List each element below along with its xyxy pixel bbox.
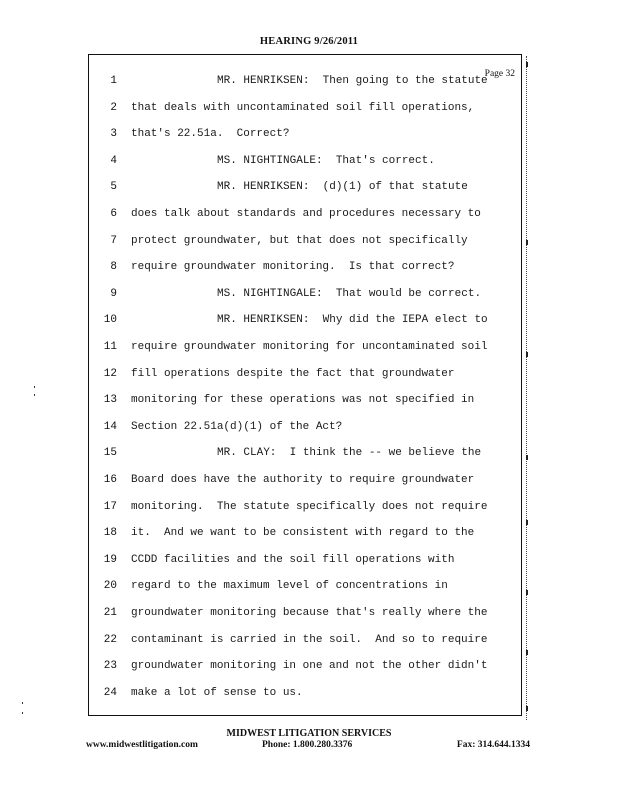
transcript-line [89,181,521,208]
line-text: groundwater monitoring in one and not the other didn't [131,660,488,673]
line-number: 8 [110,261,117,274]
transcript-line [89,208,521,235]
line-text: Section 22.51a(d)(1) of the Act? [131,420,343,433]
line-text: make a lot of sense to us. [131,686,303,699]
scan-margin-mark [526,706,528,711]
transcript-line [89,580,521,607]
line-text: monitoring. The statute specifically does not require [131,500,488,513]
line-number: 10 [103,314,117,327]
line-text: monitoring for these operations was not specified in [131,394,475,407]
line-number: 23 [103,660,117,673]
transcript-line [89,102,521,129]
page-number: Page 32 [484,69,515,79]
transcript-line [89,75,521,102]
line-number: 3 [110,128,117,141]
footer-company: MIDWEST LITIGATION SERVICES [226,728,392,739]
line-text: MS. NIGHTINGALE: That's correct. [217,154,435,167]
line-number: 20 [103,580,117,593]
line-text: MR. HENRIKSEN: Then going to the statute [217,75,488,87]
transcript-line [89,341,521,368]
transcript-line [89,394,521,421]
transcript-line [89,447,521,474]
line-number: 24 [103,686,117,699]
line-text: does talk about standards and procedures necessary to [131,208,481,220]
transcript-line [89,501,521,528]
scan-margin-mark [526,62,528,67]
scan-margin-mark [526,240,528,245]
footer-fax: Fax: 314.644.1334 [456,740,530,750]
line-text: MR. HENRIKSEN: Why did the IEPA elect to [217,314,488,327]
transcript-line [89,314,521,341]
line-text: that's 22.51a. Correct? [131,128,290,141]
frame-border-shadow [523,56,527,720]
line-text: MS. NIGHTINGALE: That would be correct. [217,287,482,300]
line-text: it. And we want to be consistent with regard to the [131,527,475,540]
line-number: 2 [110,101,117,114]
transcript-line [89,128,521,155]
transcript-line [89,607,521,634]
line-text: require groundwater monitoring for uncontaminated soil [131,341,488,353]
line-text: that deals with uncontaminated soil fill operations, [131,101,475,114]
scan-margin-mark [526,590,528,595]
line-number: 11 [103,341,117,353]
transcript-line [89,421,521,448]
scan-dot [34,394,35,396]
line-text: protect groundwater, but that does not specifically [131,234,468,247]
line-number: 14 [103,420,117,433]
transcript-frame [88,54,522,716]
transcript-line [89,527,521,554]
transcript-line [89,261,521,288]
line-text: MR. HENRIKSEN: (d)(1) of that statute [217,181,468,194]
line-number: 9 [110,287,117,300]
transcript-line [89,155,521,182]
scan-margin-mark [526,650,528,655]
transcript-line [89,634,521,661]
line-number: 7 [110,234,117,247]
line-text: Board does have the authority to require groundwater [131,474,475,486]
transcript-line [89,660,521,687]
line-number: 6 [110,208,117,220]
line-text: regard to the maximum level of concentrations in [131,580,448,593]
scan-dot [34,386,35,388]
transcript-line [89,474,521,501]
line-text: MR. CLAY: I think the -- we believe the [217,447,482,460]
line-number: 5 [110,181,117,194]
footer-phone: Phone: 1.800.280.3376 [262,740,353,750]
line-number: 22 [103,633,117,646]
line-number: 4 [110,154,117,167]
scan-margin-mark [526,455,528,460]
transcript-line [89,288,521,315]
line-number: 15 [103,447,117,460]
line-text: contaminant is carried in the soil. And so to require [131,633,488,646]
transcript-line [89,235,521,262]
line-number: 16 [103,474,117,486]
line-text: CCDD facilities and the soil fill operations with [131,553,455,566]
scan-dot [22,712,23,714]
scan-margin-mark [526,352,528,357]
transcript-line [89,554,521,581]
line-number: 19 [103,553,117,566]
page-header-title: HEARING 9/26/2011 [259,36,359,47]
scan-margin-mark [526,520,528,525]
line-number: 1 [110,75,117,87]
line-number: 17 [103,500,117,513]
line-number: 12 [103,367,117,380]
line-number: 18 [103,527,117,540]
line-text: fill operations despite the fact that groundwater [131,367,455,380]
line-number: 13 [103,394,117,407]
scan-dot [22,702,23,704]
transcript-line [89,687,521,714]
line-text: groundwater monitoring because that's really where the [131,607,488,619]
transcript-line [89,368,521,395]
footer-website[interactable]: www.midwestlitigation.com [86,740,198,750]
line-number: 21 [103,607,117,619]
line-text: require groundwater monitoring. Is that correct? [131,261,455,274]
